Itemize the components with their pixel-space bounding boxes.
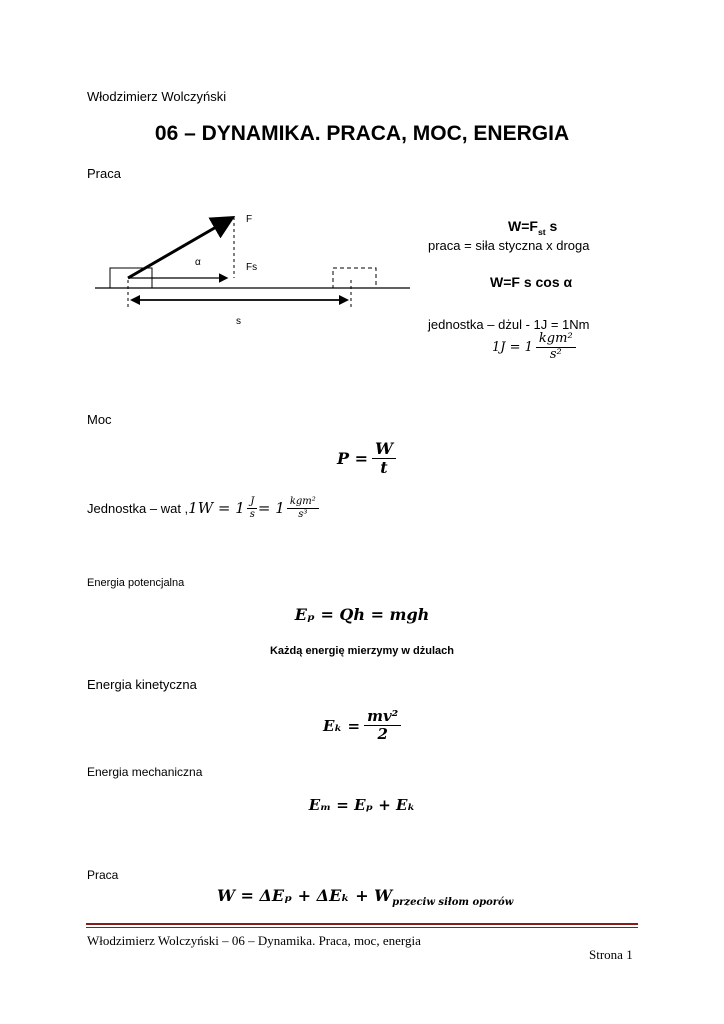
formula-work-energy: $W = \Delta E_p + \Delta E_k + W_{przeciw siłom oporów}$: [217, 886, 514, 909]
label-s: s: [236, 316, 241, 327]
formula-work: $W=F_{st}$ s: [508, 218, 558, 237]
page-number: Strona 1: [589, 947, 633, 962]
section-heading-kinetic: Energia kinetyczna: [87, 677, 197, 692]
label-alpha: α: [195, 257, 201, 268]
unit-watt: Jednostka – wat , 1W = 1 $\frac{J}{s}$ = 1 $\frac{\text{kgm²}}{\text{s³}}$: [87, 496, 319, 520]
section-heading-praca-2: Praca: [87, 868, 119, 882]
note-joules: Każdą energię mierzymy w dżulach: [269, 645, 454, 657]
formula-work-cos: W=F s cos α: [490, 274, 573, 290]
footer-divider-thin: [86, 927, 638, 928]
section-heading-moc: Moc: [87, 412, 112, 427]
footer-text: Włodzimierz Wolczyński – 06 – Dynamika. Praca, moc, energia: [87, 933, 421, 948]
footer-divider: [86, 923, 638, 925]
block-end: [333, 268, 376, 288]
formula-kinetic: Eₖ = $\frac{\text{mv²}}{2}$: [323, 708, 401, 744]
section-heading-mechanical: Energia mechaniczna: [87, 765, 203, 779]
formula-work-desc: praca = siła styczna x droga: [428, 238, 590, 253]
section-heading-potential: Energia potencjalna: [87, 577, 185, 589]
page-title: 06 – DYNAMIKA. PRACA, MOC, ENERGIA: [154, 122, 570, 145]
force-arrow: [128, 219, 230, 278]
unit-joule-eq: 1J = 1 $\frac{\text{kgm²}}{\text{s²}}$: [492, 332, 576, 363]
formula-potential: Eₚ = Qh = mgh: [294, 605, 430, 624]
header-author: Włodzimierz Wolczyński: [87, 89, 227, 104]
label-Fs: Fs: [246, 262, 258, 273]
label-F: F: [246, 214, 253, 225]
section-heading-praca: Praca: [87, 166, 121, 181]
formula-power: P = $\frac{W}{t}$: [337, 440, 396, 478]
unit-joule-text: jednostka – dżul - 1J = 1Nm: [428, 317, 590, 332]
formula-mechanical: Eₘ = Eₚ + Eₖ: [308, 796, 416, 814]
